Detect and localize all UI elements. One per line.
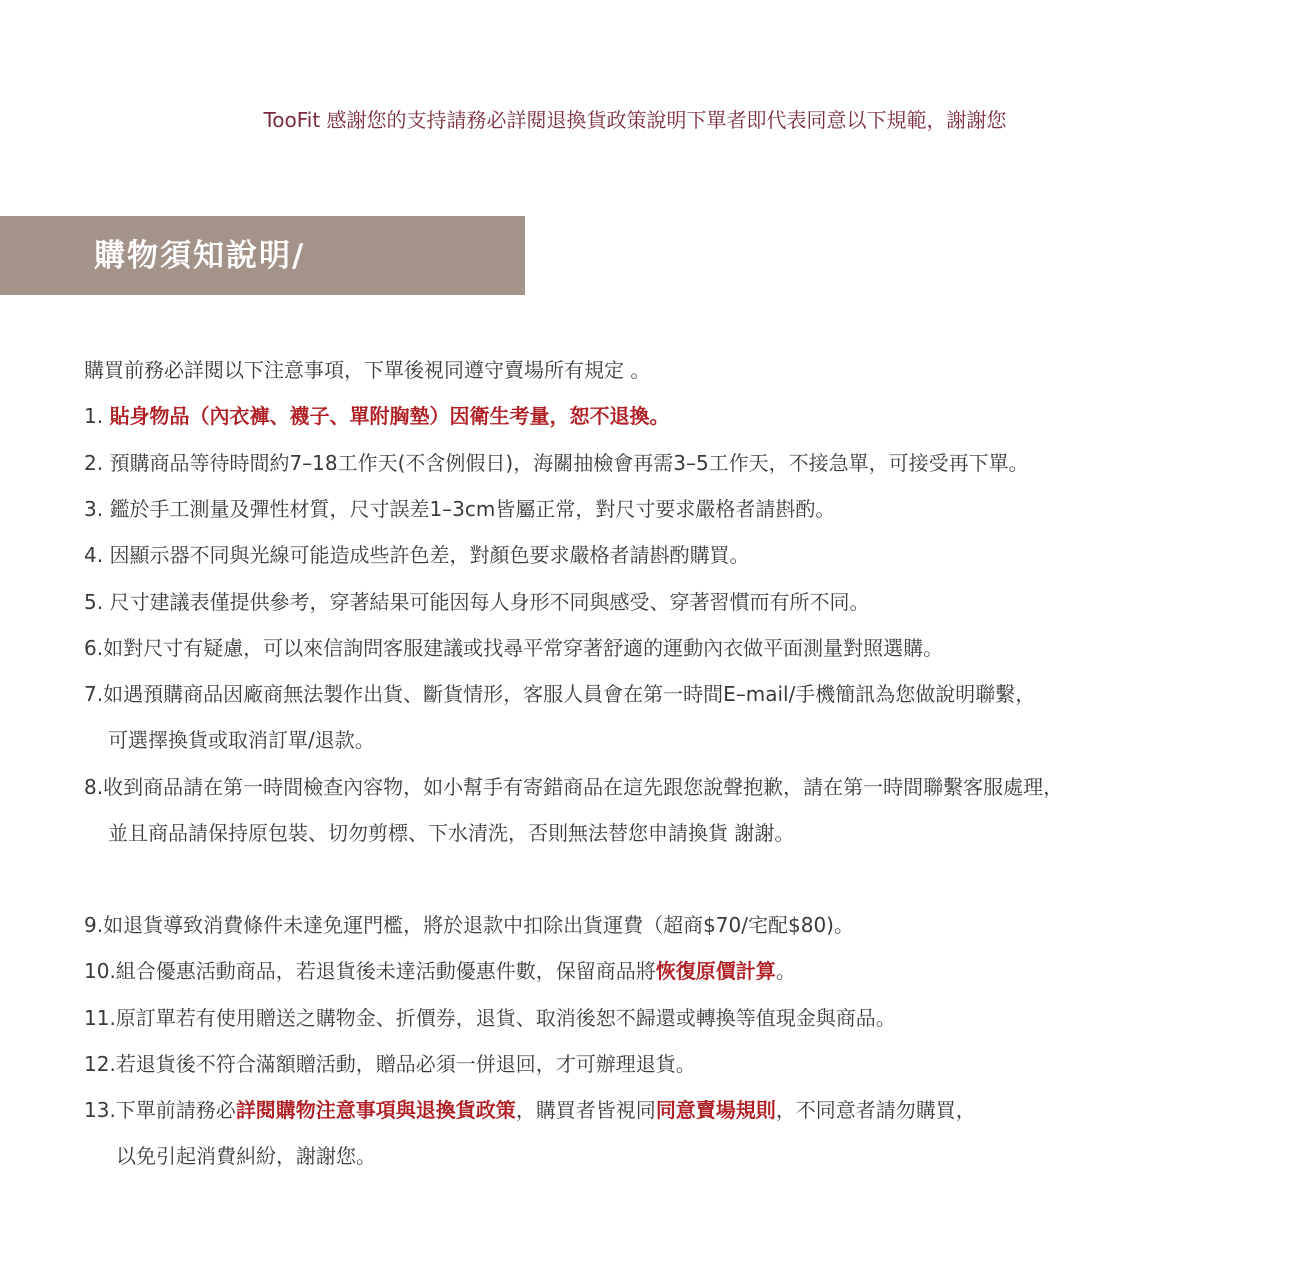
notice-item-11: 11.原訂單若有使用贈送之購物金、折價券，退貨、取消後恕不歸還或轉換等值現金與商品。	[84, 1006, 896, 1030]
notice-item-3: 3. 鑑於手工測量及彈性材質，尺寸誤差1–3cm皆屬正常，對尺寸要求嚴格者請斟酌。	[84, 497, 836, 521]
notice-item-1	[84, 401, 669, 431]
notice-item-13-highlight-1: 詳閱購物注意事項與退換貨政策	[235, 1098, 516, 1122]
notice-item-10	[84, 956, 796, 986]
notice-item-7-line-1: 7.如遇預購商品因廠商無法製作出貨、斷貨情形，客服人員會在第一時間E–mail/手機簡訊為您做說明聯繫，	[84, 682, 1036, 706]
notice-lead: 購買前務必詳閱以下注意事項，下單後視同遵守賣場所有規定 。	[84, 358, 651, 382]
notice-item-2: 2. 預購商品等待時間約7–18工作天(不含例假日)，海關抽檢會再需3–5工作天，不接急單，可接受再下單。	[84, 451, 1029, 475]
notice-item-10-highlight: 恢復原價計算	[655, 959, 776, 983]
notice-item-8-line-1: 8.收到商品請在第一時間檢查內容物，如小幫手有寄錯商品在這先跟您說聲抱歉，請在第一時間聯繫客服處理，	[84, 775, 1064, 799]
notice-item-13-line-1	[84, 1095, 976, 1125]
notice-item-13-part-2: ，購買者皆視同	[515, 1098, 656, 1122]
notice-item-13-part-3: ，不同意者請勿購買，	[775, 1098, 976, 1122]
notice-item-8-line-2: 並且商品請保持原包裝、切勿剪標、下水清洗，否則無法替您申請換貨 謝謝。	[108, 821, 795, 845]
notice-item-4: 4. 因顯示器不同與光線可能造成些許色差，對顏色要求嚴格者請斟酌購買。	[84, 543, 750, 567]
notice-item-10-text: 10.組合優惠活動商品，若退貨後未達活動優惠件數，保留商品將	[84, 959, 656, 983]
notice-item-13-line-2: 以免引起消費糾紛，謝謝您。	[116, 1144, 376, 1168]
section-title: 購物須知說明/	[94, 238, 306, 274]
notice-item-6: 6.如對尺寸有疑慮，可以來信詢問客服建議或找尋平常穿著舒適的運動內衣做平面測量對照選購。	[84, 636, 944, 660]
notice-item-13-part-1: 13.下單前請務必	[84, 1098, 236, 1122]
intro-text: TooFit 感謝您的支持請務必詳閱退換貨政策說明下單者即代表同意以下規範，謝謝您	[263, 108, 1007, 132]
section-banner	[0, 216, 525, 295]
notice-item-7-line-2: 可選擇換貨或取消訂單/退款。	[108, 728, 375, 752]
notice-item-10-end: 。	[775, 959, 796, 983]
notice-item-5: 5. 尺寸建議表僅提供參考，穿著結果可能因每人身形不同與感受、穿著習慣而有所不同。	[84, 590, 870, 614]
notice-item-1-highlight: 貼身物品（內衣褲、襪子、單附胸墊）因衛生考量，恕不退換。	[109, 404, 670, 428]
notice-item-1-number: 1.	[84, 404, 110, 428]
notice-item-9: 9.如退貨導致消費條件未達免運門檻，將於退款中扣除出貨運費（超商$70/宅配$80)。	[84, 913, 854, 937]
notice-item-13-highlight-2: 同意賣場規則	[655, 1098, 776, 1122]
notice-item-12: 12.若退貨後不符合滿額贈活動，贈品必須一併退回，才可辦理退貨。	[84, 1052, 696, 1076]
